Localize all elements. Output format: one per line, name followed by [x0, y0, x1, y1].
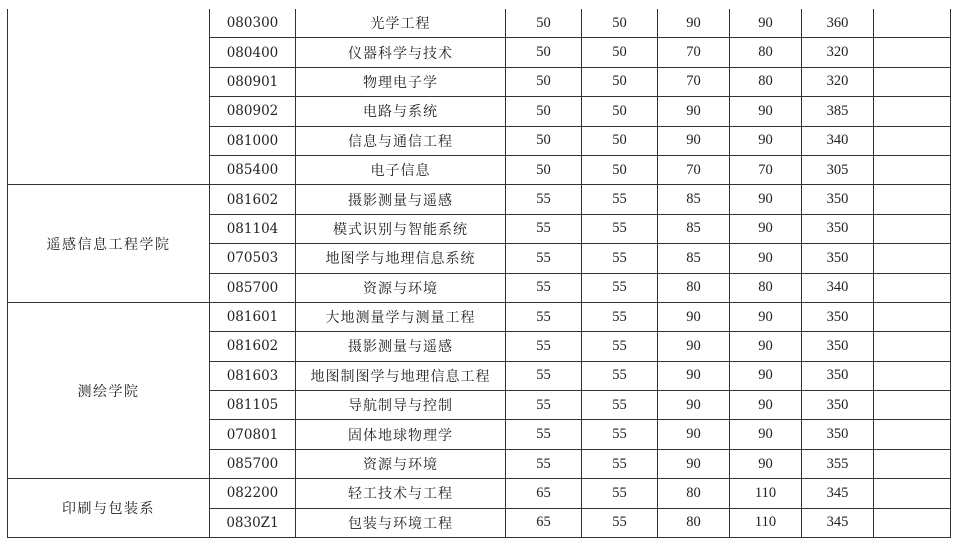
note-cell [874, 449, 951, 478]
score1-cell: 55 [506, 273, 582, 302]
score4-cell: 90 [730, 391, 802, 420]
major-name-cell: 光学工程 [296, 9, 506, 38]
score2-cell: 55 [582, 508, 658, 537]
total-score-cell: 305 [802, 155, 874, 184]
score2-cell: 50 [582, 9, 658, 38]
total-score-cell: 350 [802, 361, 874, 390]
table-body [8, 9, 951, 538]
table-row [8, 9, 951, 38]
total-score-cell: 340 [802, 126, 874, 155]
score2-cell: 55 [582, 332, 658, 361]
note-cell [874, 302, 951, 331]
score1-cell: 65 [506, 479, 582, 508]
major-code-cell: 070503 [210, 244, 296, 273]
major-code-cell: 080300 [210, 9, 296, 38]
total-score-cell: 360 [802, 9, 874, 38]
score1-cell: 50 [506, 155, 582, 184]
score4-cell: 90 [730, 214, 802, 243]
major-code-cell: 081105 [210, 391, 296, 420]
note-cell [874, 67, 951, 96]
score4-cell: 110 [730, 508, 802, 537]
score3-cell: 90 [658, 391, 730, 420]
score4-cell: 90 [730, 97, 802, 126]
note-cell [874, 508, 951, 537]
table-row [8, 185, 951, 214]
major-name-cell: 模式识别与智能系统 [296, 214, 506, 243]
score3-cell: 90 [658, 9, 730, 38]
score1-cell: 50 [506, 126, 582, 155]
major-name-cell: 地图学与地理信息系统 [296, 244, 506, 273]
score3-cell: 70 [658, 67, 730, 96]
major-code-cell: 085700 [210, 273, 296, 302]
major-code-cell: 0830Z1 [210, 508, 296, 537]
total-score-cell: 350 [802, 420, 874, 449]
major-name-cell: 包装与环境工程 [296, 508, 506, 537]
major-name-cell: 电路与系统 [296, 97, 506, 126]
note-cell [874, 97, 951, 126]
table-row [8, 479, 951, 508]
score3-cell: 90 [658, 332, 730, 361]
major-name-cell: 地图制图学与地理信息工程 [296, 361, 506, 390]
score1-cell: 55 [506, 361, 582, 390]
note-cell [874, 155, 951, 184]
score4-cell: 80 [730, 67, 802, 96]
major-name-cell: 资源与环境 [296, 273, 506, 302]
score1-cell: 55 [506, 185, 582, 214]
score4-cell: 90 [730, 449, 802, 478]
score2-cell: 50 [582, 38, 658, 67]
department-cell: 测绘学院 [8, 302, 210, 478]
major-code-cell: 081601 [210, 302, 296, 331]
score-table [7, 9, 951, 538]
score3-cell: 85 [658, 214, 730, 243]
score2-cell: 55 [582, 214, 658, 243]
score1-cell: 50 [506, 67, 582, 96]
major-code-cell: 085700 [210, 449, 296, 478]
score1-cell: 55 [506, 244, 582, 273]
score2-cell: 55 [582, 391, 658, 420]
score4-cell: 90 [730, 332, 802, 361]
total-score-cell: 320 [802, 38, 874, 67]
note-cell [874, 244, 951, 273]
score3-cell: 70 [658, 38, 730, 67]
note-cell [874, 9, 951, 38]
major-code-cell: 070801 [210, 420, 296, 449]
note-cell [874, 361, 951, 390]
score4-cell: 90 [730, 420, 802, 449]
total-score-cell: 340 [802, 273, 874, 302]
score3-cell: 90 [658, 449, 730, 478]
total-score-cell: 320 [802, 67, 874, 96]
score3-cell: 90 [658, 97, 730, 126]
score1-cell: 55 [506, 302, 582, 331]
score2-cell: 50 [582, 97, 658, 126]
score1-cell: 55 [506, 214, 582, 243]
major-code-cell: 082200 [210, 479, 296, 508]
total-score-cell: 355 [802, 449, 874, 478]
note-cell [874, 126, 951, 155]
score2-cell: 50 [582, 126, 658, 155]
total-score-cell: 350 [802, 302, 874, 331]
major-name-cell: 物理电子学 [296, 67, 506, 96]
major-name-cell: 电子信息 [296, 155, 506, 184]
major-name-cell: 轻工技术与工程 [296, 479, 506, 508]
major-code-cell: 081602 [210, 332, 296, 361]
major-name-cell: 信息与通信工程 [296, 126, 506, 155]
total-score-cell: 350 [802, 244, 874, 273]
score3-cell: 85 [658, 185, 730, 214]
note-cell [874, 479, 951, 508]
score3-cell: 90 [658, 302, 730, 331]
major-code-cell: 080901 [210, 67, 296, 96]
score4-cell: 90 [730, 185, 802, 214]
score3-cell: 80 [658, 508, 730, 537]
total-score-cell: 345 [802, 479, 874, 508]
score2-cell: 55 [582, 302, 658, 331]
department-cell: 遥感信息工程学院 [8, 185, 210, 303]
major-code-cell: 085400 [210, 155, 296, 184]
score2-cell: 55 [582, 185, 658, 214]
score2-cell: 50 [582, 155, 658, 184]
note-cell [874, 332, 951, 361]
major-code-cell: 081602 [210, 185, 296, 214]
major-name-cell: 摄影测量与遥感 [296, 332, 506, 361]
major-code-cell: 081104 [210, 214, 296, 243]
major-code-cell: 081603 [210, 361, 296, 390]
score4-cell: 90 [730, 302, 802, 331]
score3-cell: 90 [658, 361, 730, 390]
score2-cell: 55 [582, 479, 658, 508]
score1-cell: 50 [506, 97, 582, 126]
score2-cell: 55 [582, 449, 658, 478]
department-cell [8, 9, 210, 185]
score3-cell: 80 [658, 479, 730, 508]
score1-cell: 55 [506, 332, 582, 361]
major-code-cell: 080902 [210, 97, 296, 126]
major-name-cell: 固体地球物理学 [296, 420, 506, 449]
score4-cell: 90 [730, 9, 802, 38]
score4-cell: 90 [730, 361, 802, 390]
score4-cell: 90 [730, 126, 802, 155]
score4-cell: 80 [730, 38, 802, 67]
score1-cell: 50 [506, 9, 582, 38]
score2-cell: 50 [582, 67, 658, 96]
note-cell [874, 214, 951, 243]
note-cell [874, 391, 951, 420]
score1-cell: 55 [506, 391, 582, 420]
score3-cell: 90 [658, 420, 730, 449]
major-name-cell: 资源与环境 [296, 449, 506, 478]
score2-cell: 55 [582, 420, 658, 449]
score1-cell: 65 [506, 508, 582, 537]
score3-cell: 90 [658, 126, 730, 155]
major-name-cell: 导航制导与控制 [296, 391, 506, 420]
score3-cell: 85 [658, 244, 730, 273]
score4-cell: 90 [730, 244, 802, 273]
major-name-cell: 仪器科学与技术 [296, 38, 506, 67]
table-row [8, 302, 951, 331]
total-score-cell: 350 [802, 214, 874, 243]
major-name-cell: 大地测量学与测量工程 [296, 302, 506, 331]
total-score-cell: 350 [802, 332, 874, 361]
total-score-cell: 350 [802, 185, 874, 214]
note-cell [874, 420, 951, 449]
score2-cell: 55 [582, 361, 658, 390]
total-score-cell: 385 [802, 97, 874, 126]
department-cell: 印刷与包装系 [8, 479, 210, 538]
major-code-cell: 081000 [210, 126, 296, 155]
score3-cell: 80 [658, 273, 730, 302]
note-cell [874, 38, 951, 67]
score4-cell: 110 [730, 479, 802, 508]
score4-cell: 80 [730, 273, 802, 302]
score1-cell: 55 [506, 449, 582, 478]
score3-cell: 70 [658, 155, 730, 184]
score2-cell: 55 [582, 273, 658, 302]
score1-cell: 55 [506, 420, 582, 449]
major-code-cell: 080400 [210, 38, 296, 67]
note-cell [874, 185, 951, 214]
major-name-cell: 摄影测量与遥感 [296, 185, 506, 214]
note-cell [874, 273, 951, 302]
score4-cell: 70 [730, 155, 802, 184]
total-score-cell: 350 [802, 391, 874, 420]
score1-cell: 50 [506, 38, 582, 67]
score2-cell: 55 [582, 244, 658, 273]
total-score-cell: 345 [802, 508, 874, 537]
